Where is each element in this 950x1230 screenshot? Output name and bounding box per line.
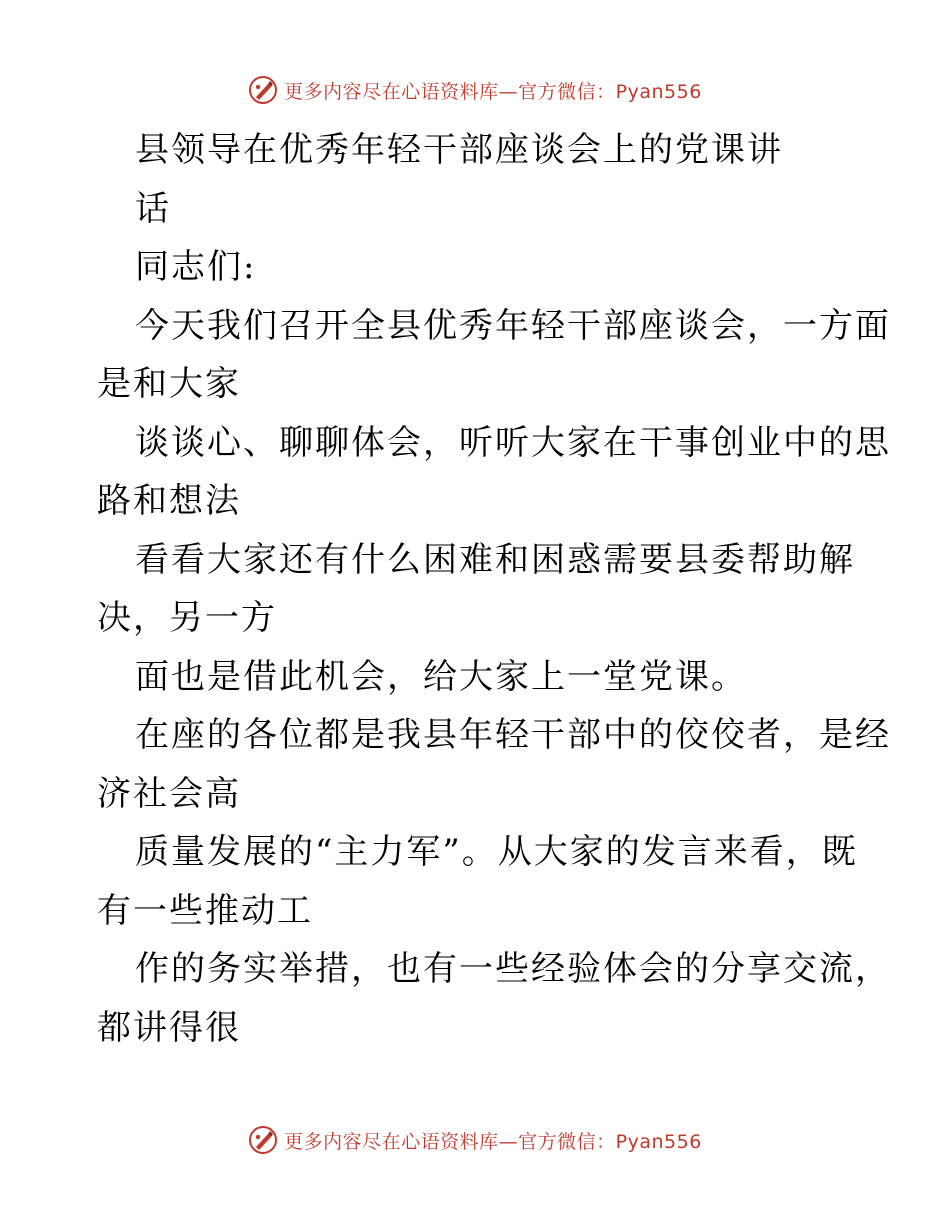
paragraph-line: 路和想法 xyxy=(97,481,241,521)
paragraph-line: 有一些推动工 xyxy=(97,890,313,931)
header-banner xyxy=(0,72,950,108)
paragraph-line: 作的务实举措，也有一些经验体会的分享交流， xyxy=(135,949,891,989)
paragraph-line: 谈谈心、聊聊体会，听听大家在干事创业中的思 xyxy=(135,422,891,463)
paragraph-line: 今天我们召开全县优秀年轻干部座谈会，一方面 xyxy=(135,305,891,346)
footer-banner-text: 更多内容尽在心语资料库—官方微信：Pyan556 xyxy=(284,1130,702,1153)
paragraph-line: 在座的各位都是我县年轻干部中的佼佼者，是经 xyxy=(135,715,891,755)
paragraph-line: 看看大家还有什么困难和困惑需要县委帮助解 xyxy=(135,539,855,580)
footer-banner xyxy=(0,1122,950,1158)
paragraph-line: 都讲得很 xyxy=(97,1007,241,1048)
title-line-2: 话 xyxy=(135,188,171,229)
paragraph-line: 是和大家 xyxy=(97,364,241,404)
salutation: 同志们: xyxy=(135,247,257,287)
paragraph-line: 质量发展的“主力军”。从大家的发言来看，既 xyxy=(135,832,858,872)
pen-logo-icon xyxy=(248,1125,278,1155)
header-banner-text: 更多内容尽在心语资料库—官方微信：Pyan556 xyxy=(284,80,702,103)
title-line-1: 县领导在优秀年轻干部座谈会上的党课讲 xyxy=(135,130,783,170)
document-body xyxy=(97,125,891,1061)
paragraph-line: 济社会高 xyxy=(97,773,241,814)
paragraph-line: 决，另一方 xyxy=(97,598,277,638)
paragraph-line: 面也是借此机会，给大家上一堂党课。 xyxy=(135,656,747,697)
pen-logo-icon xyxy=(248,75,278,105)
